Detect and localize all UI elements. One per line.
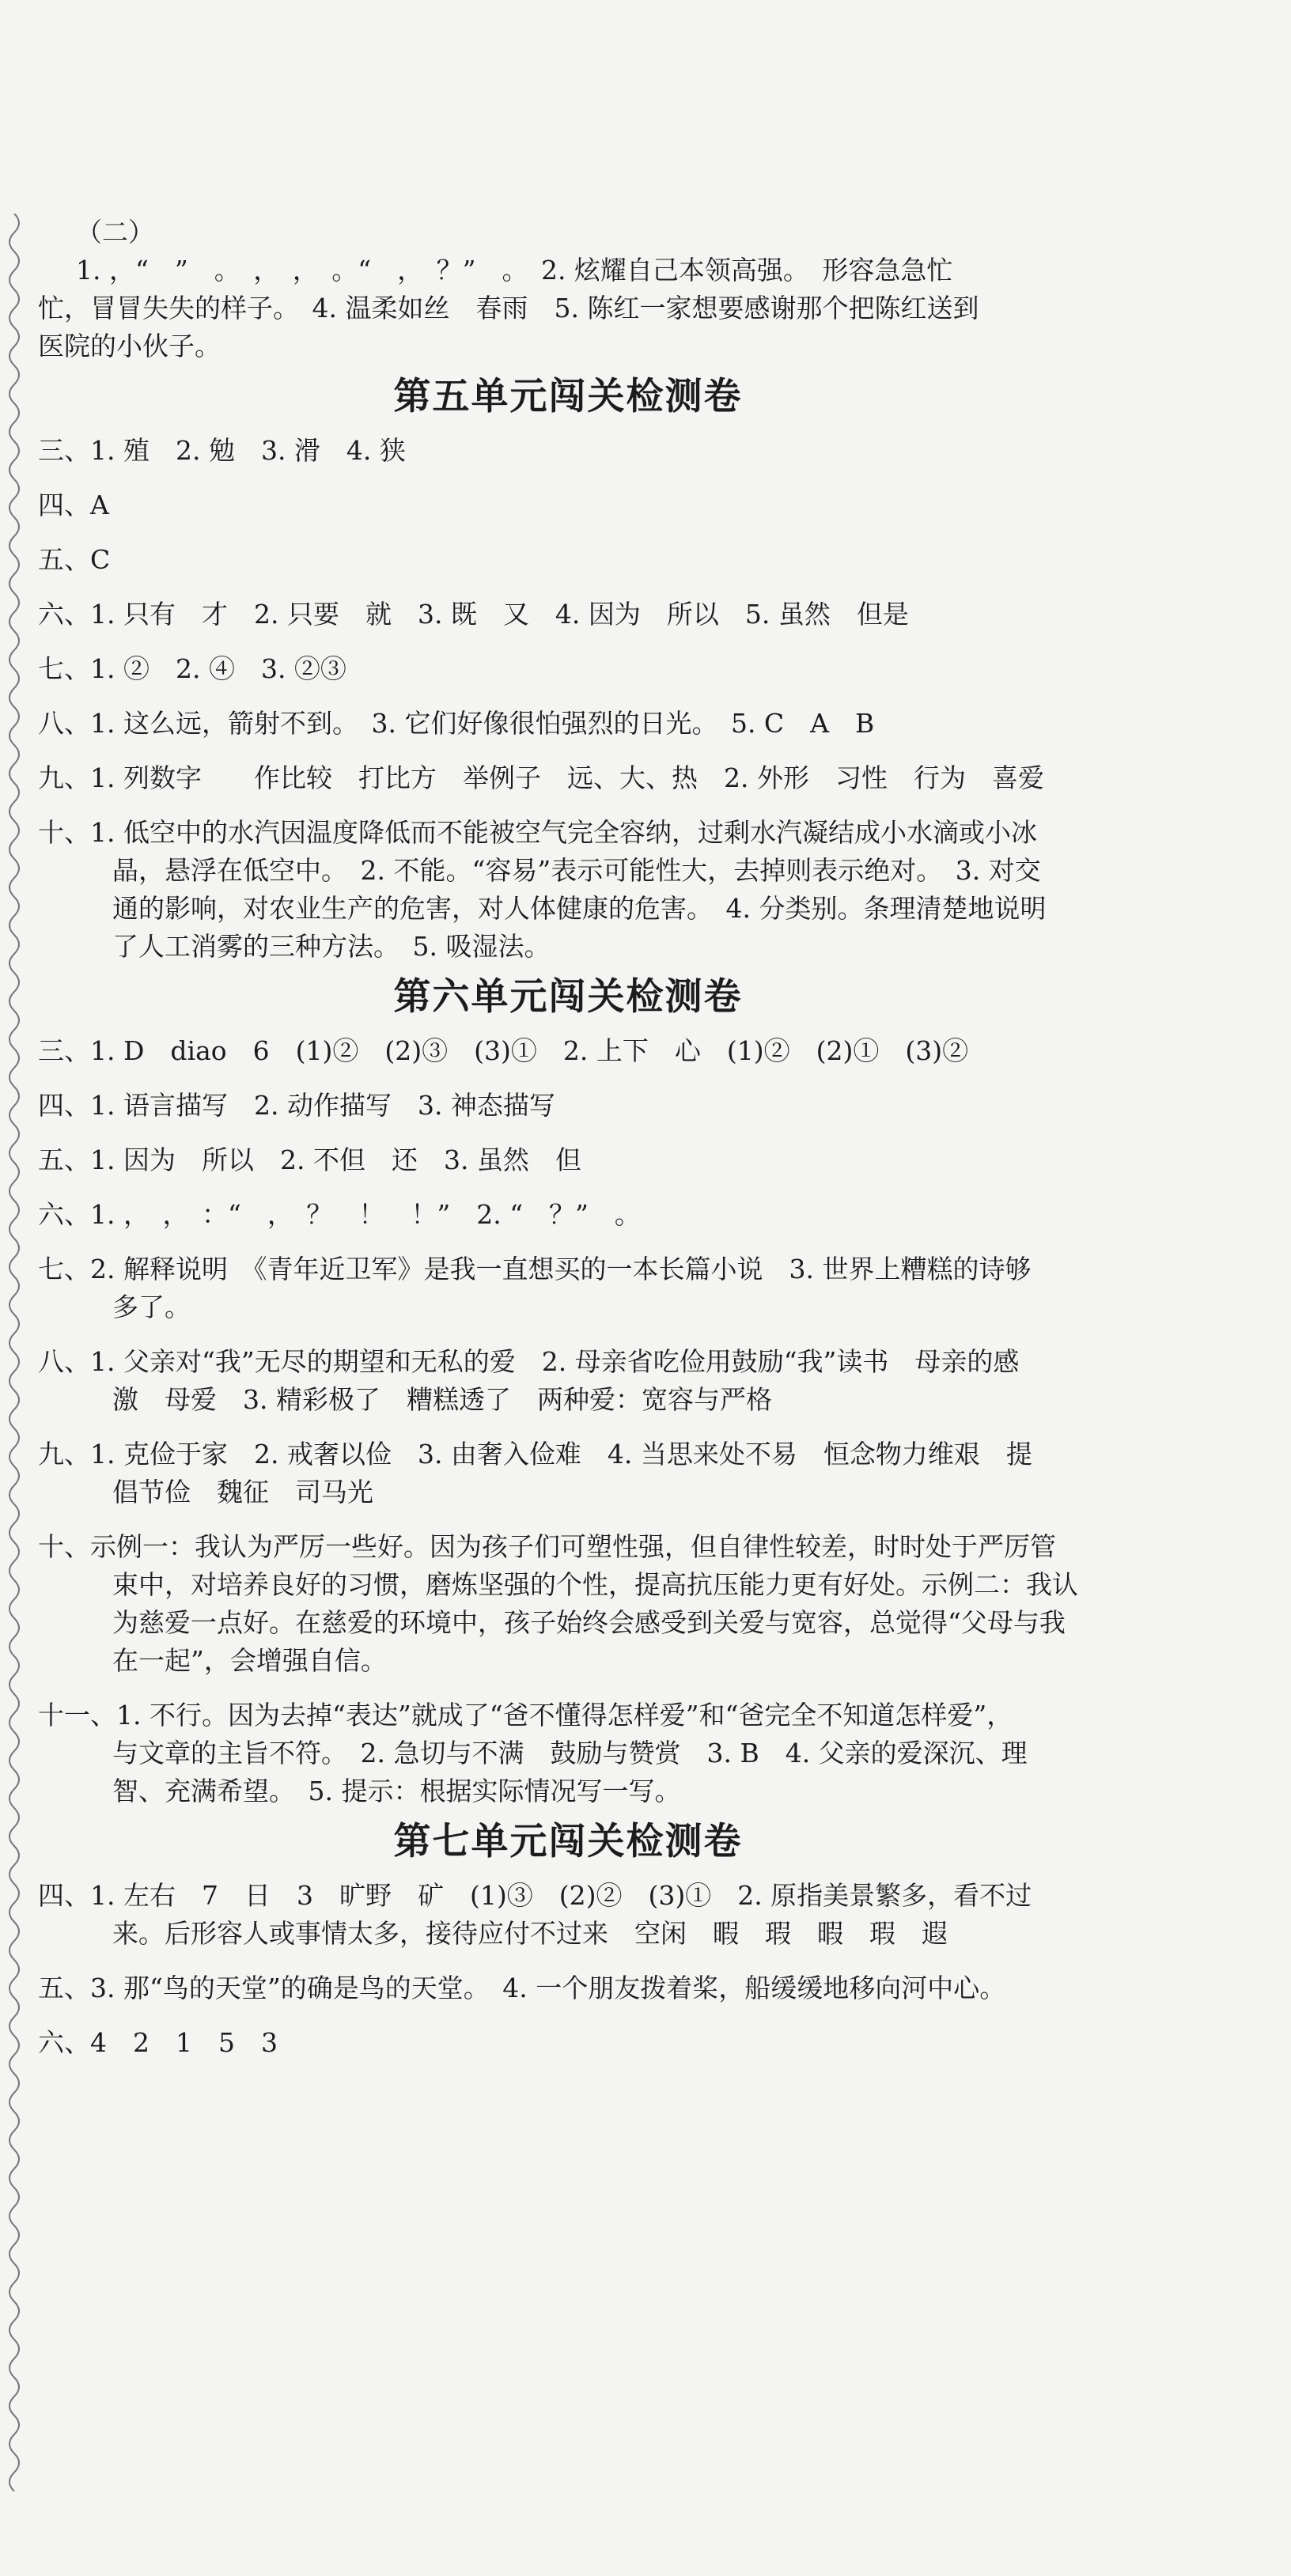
answer-line: 五、1. 因为 所以 2. 不但 还 3. 虽然 但 [38,1144,581,1175]
answer-line: 八、1. 父亲对“我”无尽的期望和无私的爱 2. 母亲省吃俭用鼓励“我”读书 母亲的感 [38,1346,1020,1377]
answer-line: 通的影响，对农业生产的危害，对人体健康的危害。 4. 分类别。条理清楚地说明 [112,893,1047,924]
answer-line: 七、2. 解释说明 《青年近卫军》是我一直想买的一本长篇小说 3. 世界上糟糕的诗够 [38,1254,1032,1284]
line-spacer [38,1070,1098,1087]
answer-line: 晶，悬浮在低空中。 2. 不能。“容易”表示可能性大，去掉则表示绝对。 3. 对交 [112,855,1041,886]
answer-line: 束中，对培养良好的习惯，磨炼坚强的个性，提高抗压能力更有好处。示例二：我认 [112,1569,1078,1600]
answer-line: 倡节俭 魏征 司马光 [112,1477,373,1507]
unit-section [38,969,1098,1810]
answer-line: 六、1. ， ， ：“ ， ？ ！ ！” 2. “ ？” 。 [38,1199,641,1230]
answer-line: 了人工消雾的三种方法。 5. 吸湿法。 [112,931,551,962]
answer-line: 忙，冒冒失失的样子。 4. 温柔如丝 春雨 5. 陈红一家想要感谢那个把陈红送到 [38,293,979,323]
torn-edge-decoration [0,214,28,2491]
answer-line: 十一、1. 不行。因为去掉“表达”就成了“爸不懂得怎样爱”和“爸完全不知道怎样爱”， [38,1700,1013,1731]
line-spacer [38,1234,1098,1250]
line-spacer [38,634,1098,650]
line-spacer [38,1326,1098,1343]
answer-content [38,214,1098,2062]
line-spacer [38,2007,1098,2024]
unit-title: 第七单元闯关检测卷 [393,1820,743,1863]
answer-line: 八、1. 这么远，箭射不到。 3. 它们好像很怕强烈的日光。 5. C A B [38,708,875,739]
line-spacer [38,1179,1098,1196]
line-spacer [38,1680,1098,1697]
unit-title: 第五单元闯关检测卷 [393,375,743,418]
answer-line: 九、1. 克俭于家 2. 戒奢以俭 3. 由奢入俭难 4. 当思来处不易 恒念物力维艰 提 [38,1439,1032,1470]
answer-line: 六、4 2 1 5 3 [38,2027,278,2058]
line-spacer [38,743,1098,759]
answer-line: 十、1. 低空中的水汽因温度降低而不能被空气完全容纳，过剩水汽凝结成小水滴或小冰 [38,817,1037,848]
answer-line: 四、1. 左右 7 日 3 旷野 矿 (1)③ (2)② (3)① 2. 原指美景繁多，看不过 [38,1880,1032,1911]
answer-line: 三、1. 殖 2. 勉 3. 滑 4. 狭 [38,435,406,466]
answer-line: 1. ，“ ” 。 ， ， 。“ ， ？” 。 2. 炫耀自己本领高强。 形容急急忙 [76,255,953,286]
answer-line: 六、1. 只有 才 2. 只要 就 3. 既 又 4. 因为 所以 5. 虽然 但是 [38,599,909,630]
answer-line: 七、1. ② 2. ④ 3. ②③ [38,653,346,684]
line-spacer [38,524,1098,541]
answer-line: 来。后形容人或事情太多，接待应付不过来 空闲 暇 瑕 暇 瑕 遐 [112,1918,948,1949]
line-spacer [38,688,1098,705]
line-spacer [38,797,1098,814]
sub-part-block [38,214,1098,365]
unit-sections [38,369,1098,2062]
answer-line: 十、示例一：我认为严厉一些好。因为孩子们可塑性强，但自律性较差，时时处于严厉管 [38,1531,1056,1562]
answer-line: 激 母爱 3. 精彩极了 糟糕透了 两种爱：宽容与严格 [112,1384,772,1415]
line-spacer [38,1125,1098,1141]
line-spacer [38,1511,1098,1528]
sub-part-label: （二） [76,217,154,248]
answer-line: 四、A [38,490,109,520]
line-spacer [38,470,1098,486]
answer-line: 三、1. D diao 6 (1)② (2)③ (3)① 2. 上下 心 (1)② (2)① (3)② [38,1035,969,1066]
unit-section [38,369,1098,966]
answer-line: 多了。 [112,1292,191,1322]
line-spacer [38,579,1098,596]
unit-title: 第六单元闯关检测卷 [393,975,743,1019]
line-spacer [38,1953,1098,1969]
answer-line: 九、1. 列数字 作比较 打比方 举例子 远、大、热 2. 外形 习性 行为 喜爱 [38,762,1044,793]
line-spacer [38,1419,1098,1436]
answer-line: 在一起”，会增强自信。 [112,1645,387,1676]
answer-line: 为慈爱一点好。在慈爱的环境中，孩子始终会感受到关爱与宽容，总觉得“父母与我 [112,1607,1066,1638]
answer-line: 五、3. 那“鸟的天堂”的确是鸟的天堂。 4. 一个朋友拨着桨，船缓缓地移向河中心。 [38,1973,1006,2003]
answer-line: 与文章的主旨不符。 2. 急切与不满 鼓励与赞赏 3. B 4. 父亲的爱深沉、理 [112,1738,1028,1768]
answer-line: 医院的小伙子。 [38,331,221,361]
unit-section [38,1814,1098,2062]
answer-line: 五、C [38,544,111,575]
answer-line: 智、充满希望。 5. 提示：根据实际情况写一写。 [112,1776,681,1806]
answer-line: 四、1. 语言描写 2. 动作描写 3. 神态描写 [38,1090,555,1121]
